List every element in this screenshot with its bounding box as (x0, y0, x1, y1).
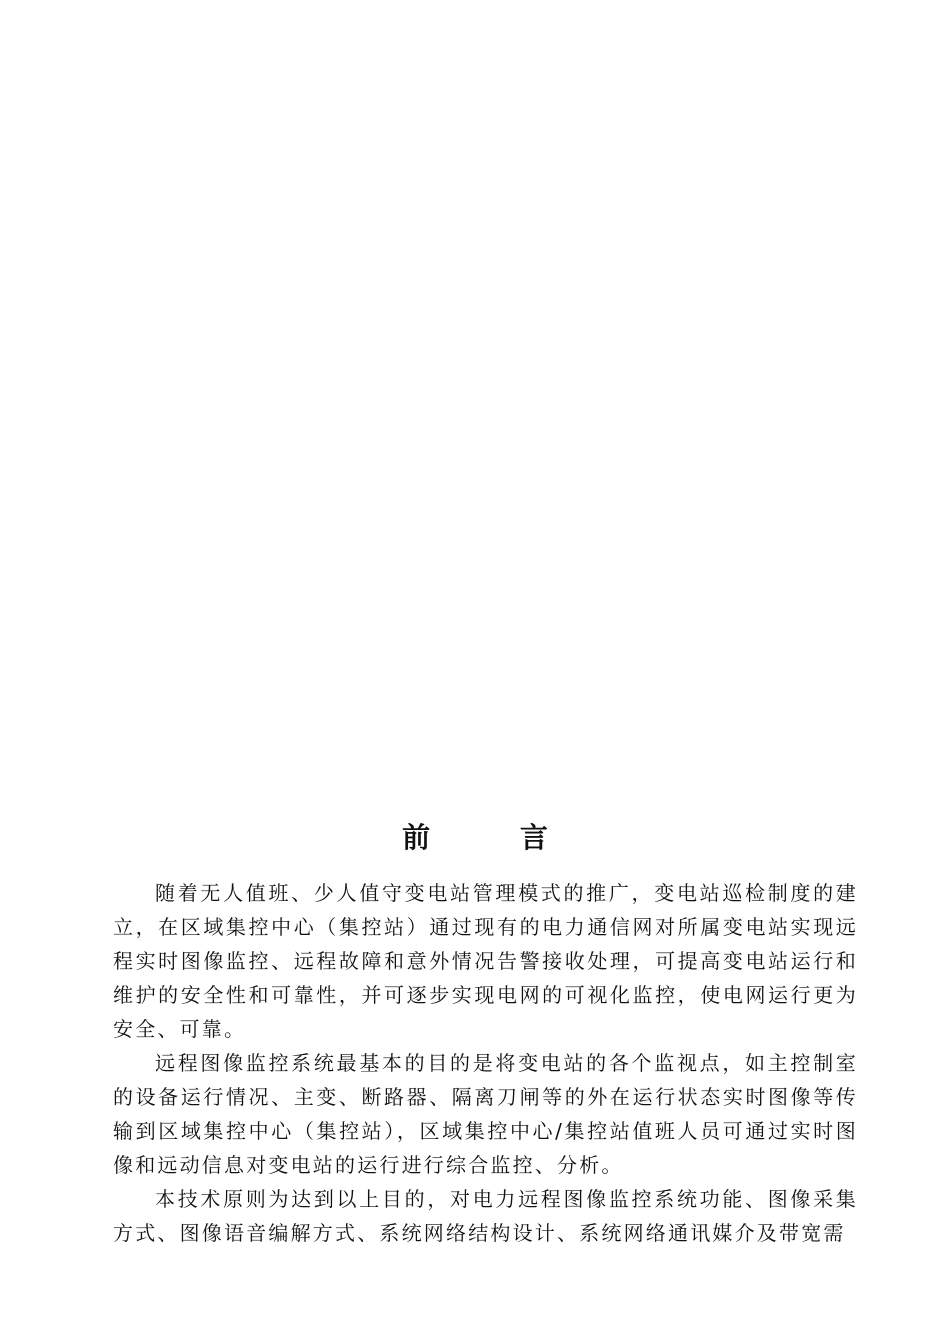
paragraph-3: 本技术原则为达到以上目的，对电力远程图像监控系统功能、图像采集方式、图像语音编解方式、系统网络结构设计、系统网络通讯媒介及带宽需 (113, 1187, 858, 1245)
page-title: 前 言 (402, 821, 588, 854)
paragraph-2: 远程图像监控系统最基本的目的是将变电站的各个监视点，如主控制室的设备运行情况、主变、断路器、隔离刀闸等的外在运行状态实时图像等传输到区域集控中心（集控站），区域集控中心/集控站值班人员可通过实时图像和远动信息对变电站的运行进行综合监控、分析。 (113, 1051, 858, 1177)
body-text (113, 876, 858, 1250)
paragraph-1: 随着无人值班、少人值守变电站管理模式的推广，变电站巡检制度的建立，在区域集控中心（集控站）通过现有的电力通信网对所属变电站实现远程实时图像监控、远程故障和意外情况告警接收处理，可提高变电站运行和维护的安全性和可靠性，并可逐步实现电网的可视化监控，使电网运行更为安全、可靠。 (113, 881, 858, 1041)
